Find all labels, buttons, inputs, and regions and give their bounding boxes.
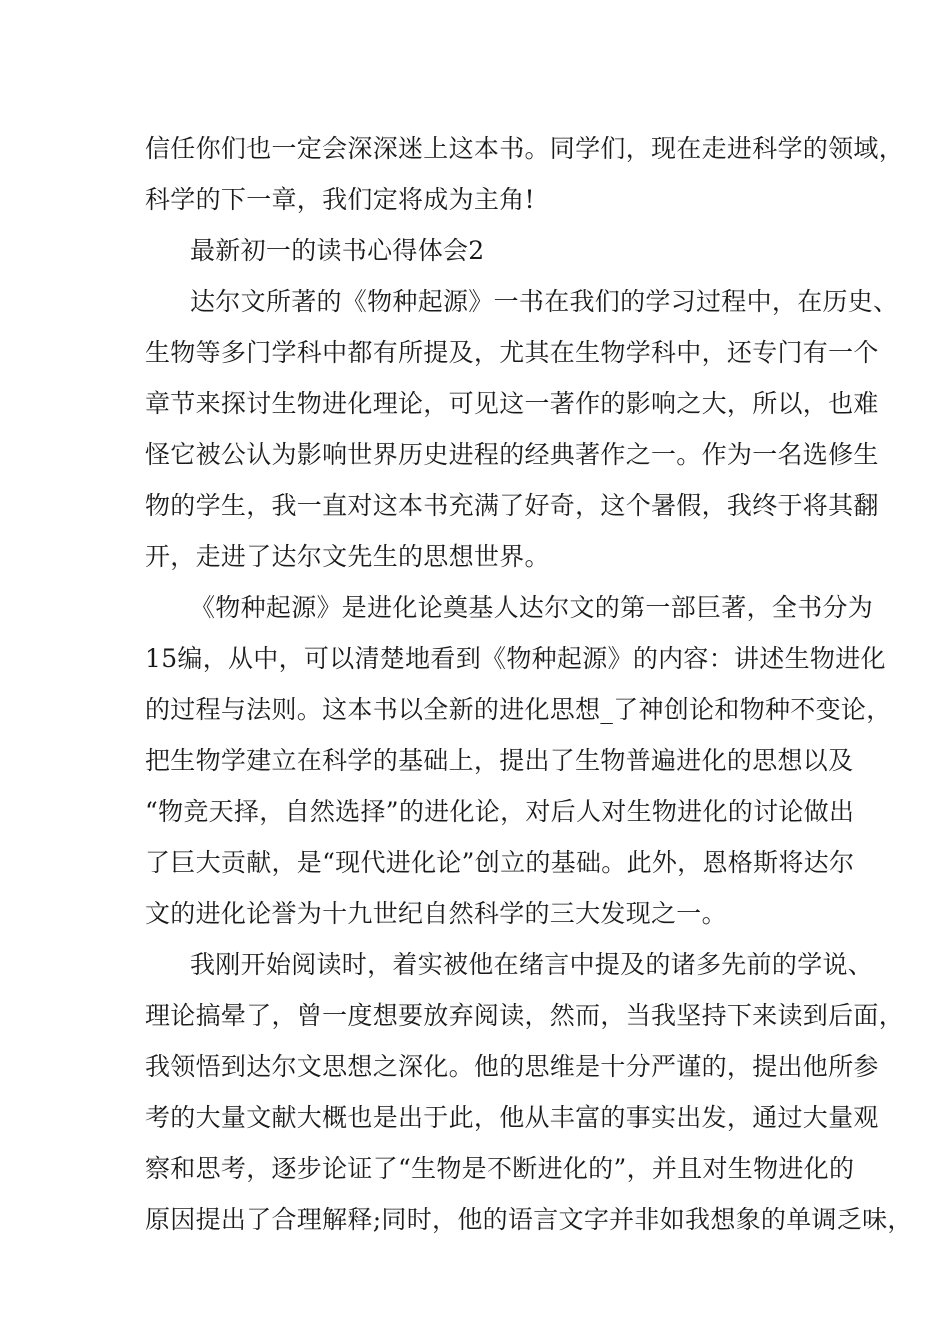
text-line: 理论搞晕了，曾一度想要放弃阅读，然而，当我坚持下来读到后面， bbox=[145, 1001, 905, 1030]
text-line: 达尔文所著的《物种起源》一书在我们的学习过程中，在历史、 bbox=[190, 287, 899, 316]
text-line: 章节来探讨生物进化理论，可见这一著作的影响之大，所以，也难 bbox=[145, 389, 879, 418]
section-heading: 最新初一的读书心得体会2 bbox=[190, 236, 485, 265]
text-line: 物的学生，我一直对这本书充满了好奇，这个暑假，我终于将其翻 bbox=[145, 491, 879, 520]
text-line: 考的大量文献大概也是出于此，他从丰富的事实出发，通过大量观 bbox=[145, 1103, 879, 1132]
text-line: 文的进化论誉为十九世纪自然科学的三大发现之一。 bbox=[145, 899, 727, 928]
text-line: 我领悟到达尔文思想之深化。他的思维是十分严谨的，提出他所参 bbox=[145, 1052, 879, 1081]
text-line: 原因提出了合理解释;同时，他的语言文字并非如我想象的单调乏味， bbox=[145, 1205, 913, 1234]
text-line: 的过程与法则。这本书以全新的进化思想_了神创论和物种不变论， bbox=[145, 695, 892, 724]
text-line: 信任你们也一定会深深迷上这本书。同学们，现在走进科学的领域， bbox=[145, 134, 905, 163]
text-line: 《物种起源》是进化论奠基人达尔文的第一部巨著，全书分为 bbox=[190, 593, 874, 622]
text-line: 生物等多门学科中都有所提及，尤其在生物学科中，还专门有一个 bbox=[145, 338, 879, 367]
text-line: 怪它被公认为影响世界历史进程的经典著作之一。作为一名选修生 bbox=[145, 440, 879, 469]
text-line: 察和思考，逐步论证了“生物是不断进化的”，并且对生物进化的 bbox=[145, 1154, 855, 1183]
text-line: 15编，从中，可以清楚地看到《物种起源》的内容：讲述生物进化 bbox=[145, 644, 886, 673]
text-line: 科学的下一章，我们定将成为主角! bbox=[145, 185, 535, 214]
text-line: “物竞天择，自然选择”的进化论，对后人对生物进化的讨论做出 bbox=[145, 797, 855, 826]
text-line: 了巨大贡献，是“现代进化论”创立的基础。此外，恩格斯将达尔 bbox=[145, 848, 855, 877]
text-line: 把生物学建立在科学的基础上，提出了生物普遍进化的思想以及 bbox=[145, 746, 854, 775]
text-line: 我刚开始阅读时，着实被他在绪言中提及的诸多先前的学说、 bbox=[190, 950, 874, 979]
text-line: 开，走进了达尔文先生的思想世界。 bbox=[145, 542, 550, 571]
